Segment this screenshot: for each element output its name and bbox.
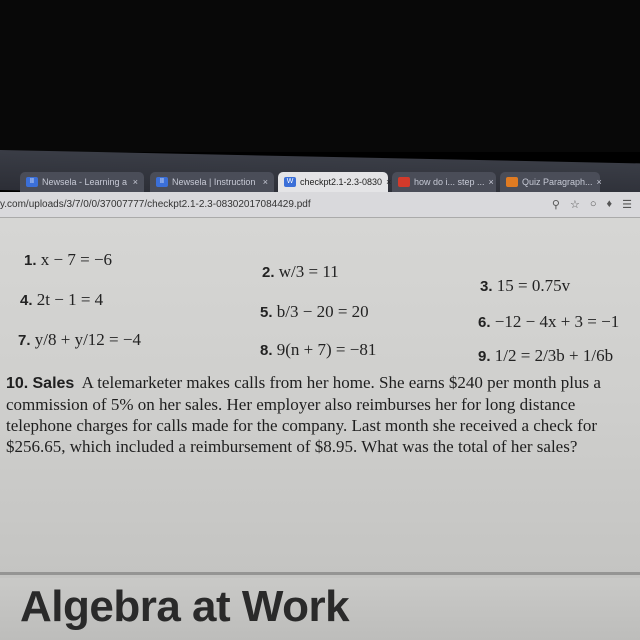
- equation: x − 7 = −6: [40, 250, 113, 269]
- close-icon[interactable]: ×: [596, 177, 602, 187]
- equation: −12 − 4x + 3 = −1: [494, 312, 620, 331]
- newsela-icon: II: [156, 177, 168, 187]
- problem-number: 4.: [20, 292, 33, 309]
- problem-8: [260, 340, 376, 360]
- close-icon[interactable]: ×: [386, 177, 392, 187]
- tab-label: Quiz Paragraph...: [522, 177, 593, 187]
- equation: w/3 = 11: [278, 262, 339, 281]
- problem-number: 1.: [24, 252, 37, 269]
- tab-newsela-learning[interactable]: [20, 172, 144, 192]
- section-divider: [0, 572, 640, 575]
- tab-newsela-instruction[interactable]: [150, 172, 274, 192]
- equation: b/3 − 20 = 20: [276, 302, 369, 321]
- problem-2: [262, 262, 339, 282]
- equation: 1/2 = 2/3b + 1/6b: [494, 346, 614, 365]
- extension-icon[interactable]: ♦: [606, 198, 613, 210]
- close-icon[interactable]: ×: [262, 177, 268, 187]
- section-heading: Algebra at Work: [20, 582, 350, 631]
- problem-title: Sales: [32, 375, 75, 392]
- newsela-icon: II: [26, 177, 38, 187]
- tab-label: checkpt2.1-2.3-0830: [300, 177, 383, 187]
- problem-7: [18, 330, 141, 350]
- tab-quiz[interactable]: [500, 172, 600, 192]
- problem-number: 3.: [480, 278, 493, 295]
- zoom-icon[interactable]: ⚲: [551, 199, 560, 211]
- quiz-site-icon: [506, 177, 518, 187]
- problem-number: 2.: [262, 264, 275, 281]
- problem-4: [20, 290, 103, 310]
- equation: 15 = 0.75v: [496, 276, 571, 295]
- menu-icon[interactable]: ☰: [622, 199, 632, 211]
- problem-number: 8.: [260, 342, 273, 359]
- problem-1: [24, 250, 112, 270]
- tab-search[interactable]: [392, 172, 496, 192]
- problem-9: [478, 346, 613, 366]
- problem-3: [480, 276, 570, 296]
- close-icon[interactable]: ×: [488, 177, 494, 187]
- problem-number: 5.: [260, 304, 273, 321]
- problem-text: A telemarketer makes calls from her home. She earns $240 per month plus a commission of 5% on her sales. Her employer also reimburses her for long distance telephone charges for calls made for the company. Last month she received a check for $256.65, which included a reimbursement of $8.95. What was the total of her sales?: [6, 373, 601, 456]
- search-site-icon: [398, 177, 410, 187]
- problem-5: [260, 302, 369, 322]
- equation: y/8 + y/12 = −4: [34, 330, 141, 349]
- problem-number: 9.: [478, 348, 491, 365]
- equation: 9(n + 7) = −81: [276, 340, 377, 359]
- toolbar-icons: [552, 198, 640, 211]
- tab-label: Newsela - Learning a: [42, 177, 128, 187]
- equation: 2t − 1 = 4: [36, 290, 104, 309]
- star-icon[interactable]: ☆: [569, 199, 580, 211]
- tab-checkpoint-pdf[interactable]: [278, 172, 392, 192]
- monitor-bezel: [0, 0, 640, 152]
- problem-10: [6, 372, 636, 457]
- url-text[interactable]: y.com/uploads/3/7/0/0/37007777/checkpt2.1-2.3-08302017084429.pdf: [0, 199, 311, 210]
- circle-icon[interactable]: ○: [589, 198, 597, 210]
- problem-number: 6.: [478, 314, 491, 331]
- address-bar[interactable]: [0, 192, 640, 218]
- problem-number: 7.: [18, 332, 31, 349]
- problem-number: 10.: [6, 375, 29, 392]
- problem-6: [478, 312, 619, 332]
- tab-label: how do i... step ...: [414, 177, 485, 187]
- pdf-icon: W: [284, 177, 296, 187]
- tab-label: Newsela | Instruction: [172, 177, 256, 187]
- close-icon[interactable]: ×: [132, 177, 138, 187]
